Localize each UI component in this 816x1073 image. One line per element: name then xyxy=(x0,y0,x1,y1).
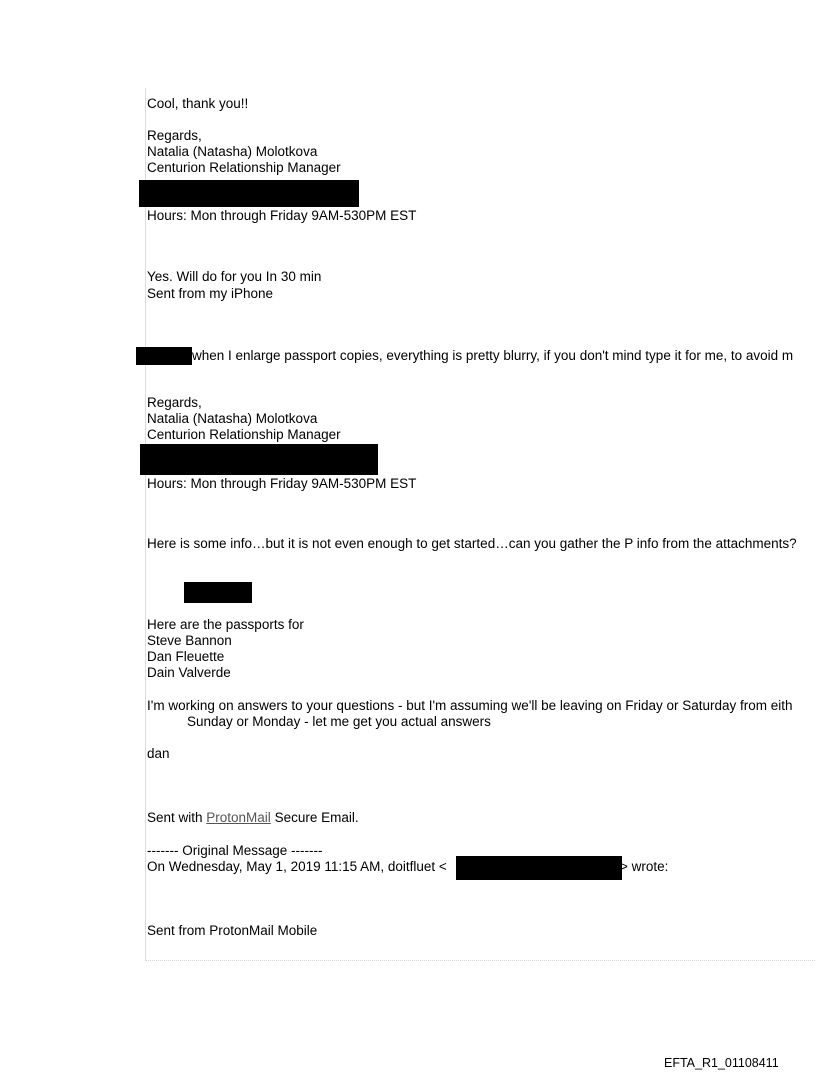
sent-from-line: Sent from ProtonMail Mobile xyxy=(147,923,318,938)
document-id: EFTA_R1_01108411 xyxy=(664,1056,779,1070)
message-body: when I enlarge passport copies, everything is pretty blurry, if you don't mind type it for me, to avoid m xyxy=(192,348,794,363)
signature-closing: Regards, xyxy=(147,128,202,143)
sign-off: dan xyxy=(147,746,170,761)
passport-name: Dain Valverde xyxy=(147,665,231,680)
redaction-block xyxy=(184,582,252,603)
signature-title: Centurion Relationship Manager xyxy=(147,160,341,175)
sent-from-line: Sent from my iPhone xyxy=(147,286,274,301)
passport-name: Steve Bannon xyxy=(147,633,232,648)
sent-with-line xyxy=(147,810,359,826)
signature-name: Natalia (Natasha) Molotkova xyxy=(147,411,318,426)
signature-hours: Hours: Mon through Friday 9AM-530PM EST xyxy=(147,208,417,223)
message-intro: Here are the passports for xyxy=(147,617,304,632)
signature-hours: Hours: Mon through Friday 9AM-530PM EST xyxy=(147,476,417,491)
reply-body: Yes. Will do for you In 30 min xyxy=(147,269,322,284)
signature-name: Natalia (Natasha) Molotkova xyxy=(147,144,318,159)
sent-with-prefix: Sent with xyxy=(147,810,207,825)
original-message-header-suffix: > wrote: xyxy=(620,859,669,874)
protonmail-link[interactable]: ProtonMail xyxy=(206,810,271,825)
signature-title: Centurion Relationship Manager xyxy=(147,427,341,442)
signature-closing: Regards, xyxy=(147,395,202,410)
passport-name: Dan Fleuette xyxy=(147,649,225,664)
reply-body: Cool, thank you!! xyxy=(147,96,249,111)
message-paragraph-line: I'm working on answers to your questions - but I'm assuming we'll be leaving on Friday or Saturday from eith xyxy=(147,698,793,713)
redaction-block xyxy=(456,856,622,880)
original-message-header-prefix: On Wednesday, May 1, 2019 11:15 AM, doitfluet < xyxy=(147,859,447,874)
redaction-block xyxy=(140,444,378,475)
message-body: Here is some info…but it is not even enough to get started…can you gather the P info from the attachments? xyxy=(147,536,797,551)
redaction-block xyxy=(139,180,359,207)
message-paragraph-line: Sunday or Monday - let me get you actual answers xyxy=(187,714,491,729)
redaction-block xyxy=(136,347,192,365)
original-message-divider: ------- Original Message ------- xyxy=(147,843,323,858)
sent-with-suffix: Secure Email. xyxy=(270,810,359,825)
